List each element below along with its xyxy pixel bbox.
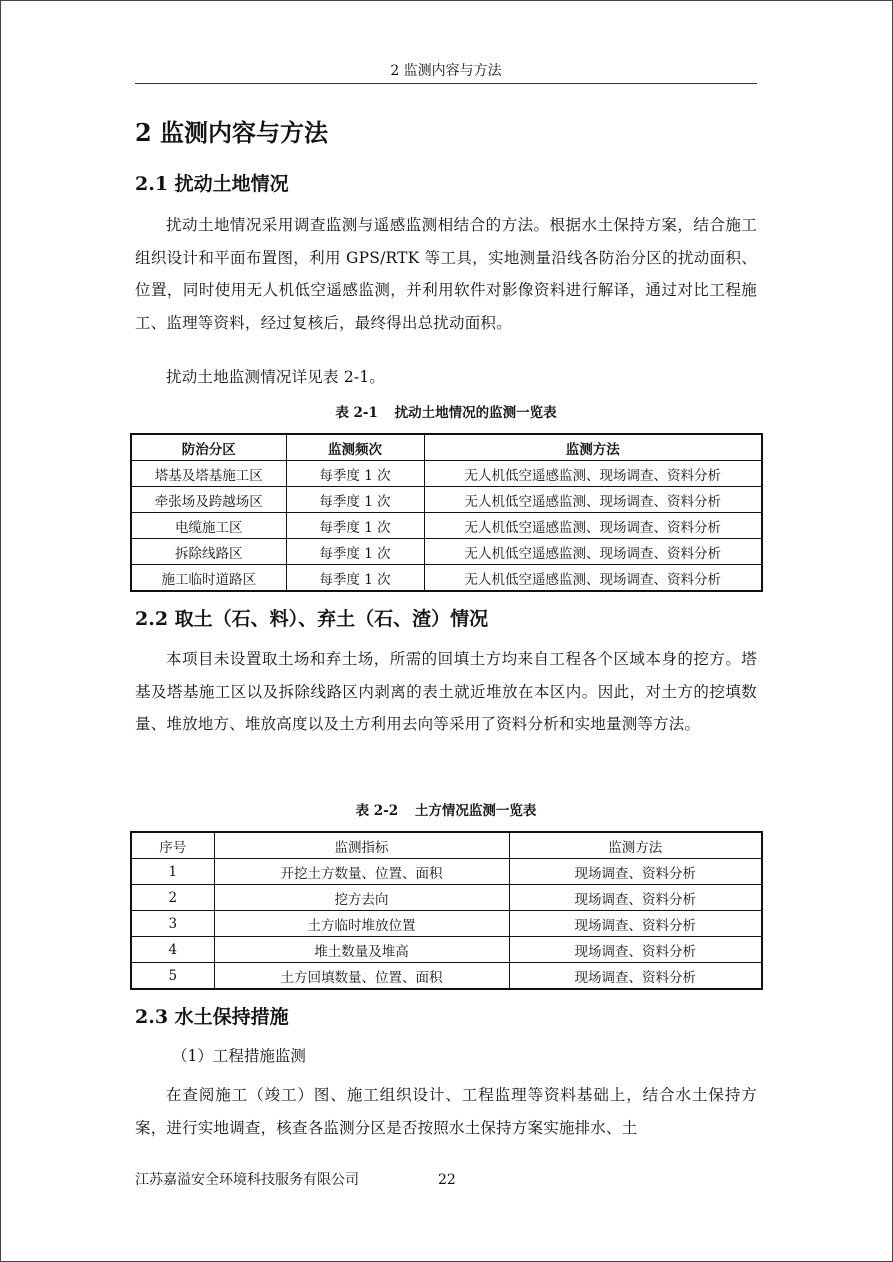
table-cell: 4 <box>131 937 214 963</box>
table-header-cell: 监测方法 <box>424 434 762 461</box>
table-cell: 无人机低空遥感监测、现场调查、资料分析 <box>424 461 762 487</box>
table-2-1-title: 扰动土地情况的监测一览表 <box>394 405 557 421</box>
table-header-row <box>131 832 762 859</box>
table-header-row <box>131 434 762 461</box>
table-cell: 牵张场及跨越场区 <box>131 487 286 513</box>
table-2-2-number: 表 2-2 <box>355 803 399 819</box>
table-cell: 每季度 1 次 <box>286 461 424 487</box>
table-cell: 无人机低空遥感监测、现场调查、资料分析 <box>424 565 762 592</box>
table-cell: 塔基及塔基施工区 <box>131 461 286 487</box>
table-cell: 每季度 1 次 <box>286 539 424 565</box>
table-header-cell: 监测频次 <box>286 434 424 461</box>
table-cell: 施工临时道路区 <box>131 565 286 592</box>
footer-page-number: 22 <box>438 1172 456 1188</box>
section-2-3-heading: 2.3 水土保持措施 <box>135 1006 289 1028</box>
table-cell: 开挖土方数量、位置、面积 <box>214 859 509 885</box>
table-cell: 每季度 1 次 <box>286 565 424 592</box>
table-row <box>131 963 762 990</box>
section-2-1-paragraph-2: 扰动土地监测情况详见表 2-1。 <box>166 368 386 386</box>
table-cell: 3 <box>131 911 214 937</box>
table-cell: 拆除线路区 <box>131 539 286 565</box>
table-cell: 1 <box>131 859 214 885</box>
table-cell: 现场调查、资料分析 <box>509 911 762 937</box>
table-cell: 现场调查、资料分析 <box>509 859 762 885</box>
table-2-2-caption <box>135 802 757 820</box>
table-cell: 现场调查、资料分析 <box>509 885 762 911</box>
table-header-cell: 监测指标 <box>214 832 509 859</box>
section-2-3-paragraph-1: 在查阅施工（竣工）图、施工组织设计、工程监理等资料基础上，结合水土保持方案，进行实地调查，核查各监测分区是否按照水土保持方案实施排水、土 <box>135 1086 757 1137</box>
table-header-cell: 防治分区 <box>131 434 286 461</box>
table-cell: 土方回填数量、位置、面积 <box>214 963 509 990</box>
table-row <box>131 911 762 937</box>
table-cell: 无人机低空遥感监测、现场调查、资料分析 <box>424 539 762 565</box>
table-row <box>131 487 762 513</box>
table-cell: 5 <box>131 963 214 990</box>
table-2-1-caption <box>135 404 757 422</box>
table-cell: 每季度 1 次 <box>286 487 424 513</box>
table-row <box>131 513 762 539</box>
table-header-cell: 序号 <box>131 832 214 859</box>
table-cell: 无人机低空遥感监测、现场调查、资料分析 <box>424 487 762 513</box>
table-header-cell: 监测方法 <box>509 832 762 859</box>
running-header: 2 监测内容与方法 <box>390 63 502 79</box>
table-row <box>131 539 762 565</box>
table-row <box>131 885 762 911</box>
section-2-2-paragraph-1: 本项目未设置取土场和弃土场，所需的回填土方均来自工程各个区域本身的挖方。塔基及塔基施工区以及拆除线路区内剥离的表土就近堆放在本区内。因此，对土方的挖填数量、堆放地方、堆放高度以及土方利用去向等采用了资料分析和实地量测等方法。 <box>135 650 757 734</box>
table-cell: 挖方去向 <box>214 885 509 911</box>
section-2-3-subheading: （1）工程措施监测 <box>172 1047 306 1065</box>
table-2-2-title: 土方情况监测一览表 <box>414 803 537 819</box>
table-row <box>131 565 762 592</box>
table-cell: 2 <box>131 885 214 911</box>
table-row <box>131 859 762 885</box>
section-2-1-paragraph-1: 扰动土地情况采用调查监测与遥感监测相结合的方法。根据水土保持方案，结合施工组织设计和平面布置图，利用 GPS/RTK 等工具，实地测量沿线各防治分区的扰动面积、位置，同时使用无人机低空遥感监测，并利用软件对影像资料进行解译，通过对比工程施工、监理等资料，经过复核后，最终得出总扰动面积。 <box>135 216 757 332</box>
table-2-2 <box>130 831 763 990</box>
table-cell: 现场调查、资料分析 <box>509 937 762 963</box>
section-2-1-heading: 2.1 扰动土地情况 <box>135 173 289 195</box>
table-cell: 现场调查、资料分析 <box>509 963 762 990</box>
table-row <box>131 461 762 487</box>
table-2-1 <box>130 433 763 592</box>
chapter-title: 2 监测内容与方法 <box>135 118 329 147</box>
table-cell: 无人机低空遥感监测、现场调查、资料分析 <box>424 513 762 539</box>
table-cell: 堆土数量及堆高 <box>214 937 509 963</box>
section-2-2-heading: 2.2 取土（石、料）、弃土（石、渣）情况 <box>135 608 489 630</box>
table-cell: 每季度 1 次 <box>286 513 424 539</box>
footer-company: 江苏嘉溢安全环境科技服务有限公司 <box>135 1172 359 1188</box>
table-cell: 土方临时堆放位置 <box>214 911 509 937</box>
table-row <box>131 937 762 963</box>
table-cell: 电缆施工区 <box>131 513 286 539</box>
table-2-1-number: 表 2-1 <box>335 405 378 421</box>
header-rule <box>135 83 757 84</box>
